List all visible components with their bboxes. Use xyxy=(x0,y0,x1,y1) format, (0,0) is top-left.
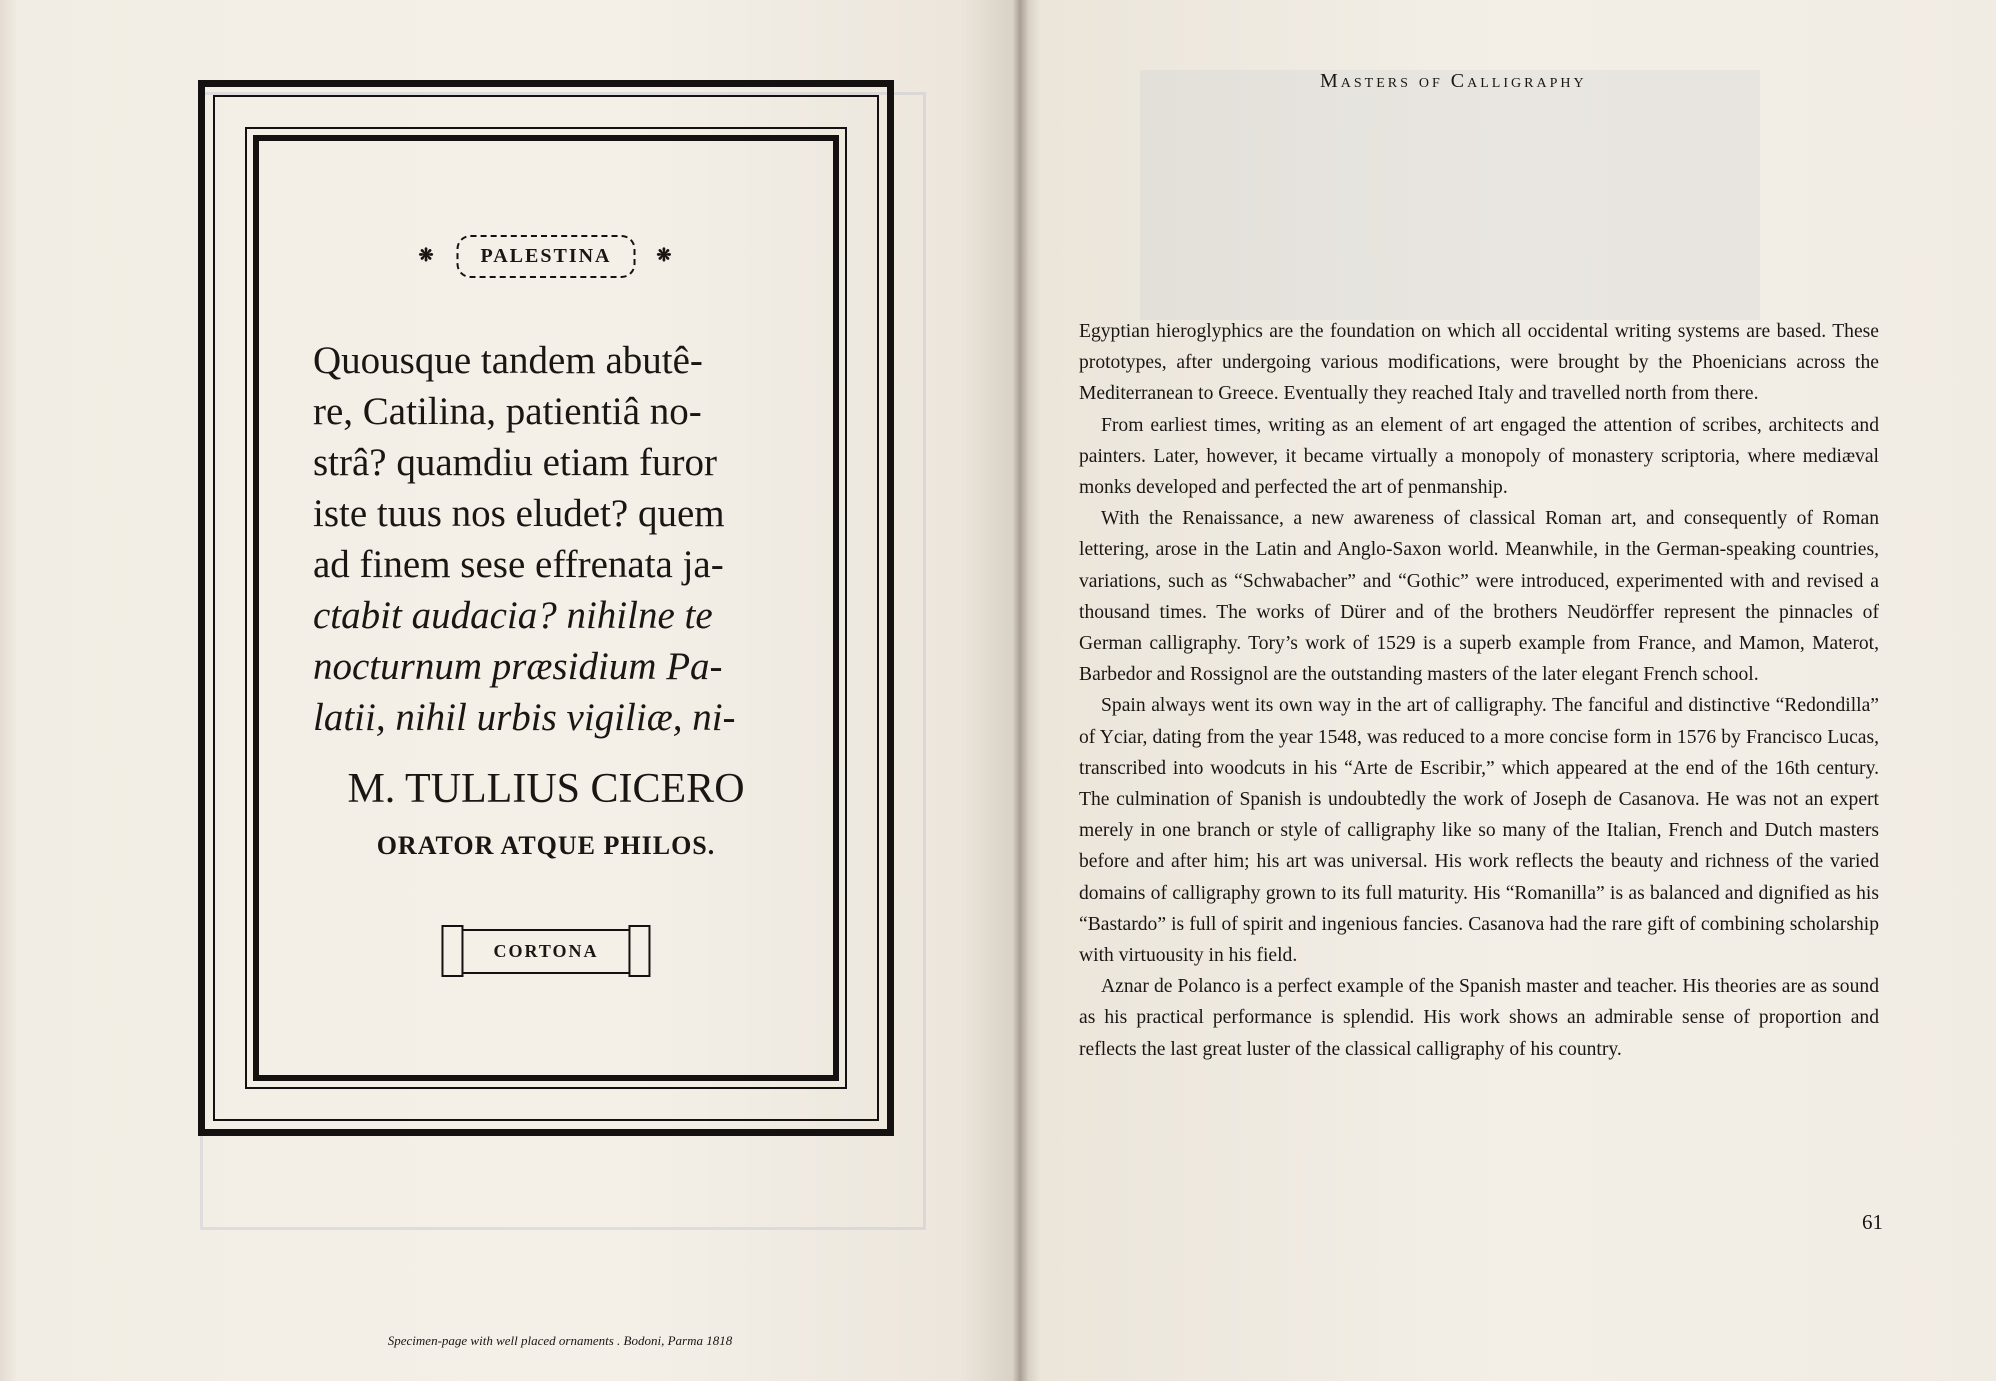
cartouche-cortona-label: CORTONA xyxy=(493,941,599,961)
specimen-line-italic: ctabit audacia? nihilne te xyxy=(313,594,713,637)
paragraph: From earliest times, writing as an element of art engaged the attention of scribes, architects and painters. Later, however, it became virtually a monopoly of monastery scriptoria, where mediæval monks developed and perfected the art of penmanship. xyxy=(1079,414,1879,499)
cartouche-tab-left xyxy=(441,925,463,977)
specimen-frame xyxy=(198,80,894,1136)
author-subtitle: ORATOR ATQUE PHILOS. xyxy=(376,831,716,860)
specimen-line: ad finem sese effrenata ja- xyxy=(313,543,724,586)
paragraph: With the Renaissance, a new awareness of classical Roman art, and consequently of Roman lettering, arose in the Latin and Anglo-Saxon world. Meanwhile, in the German-speaking countries, variations, such as “Schwabacher” and “Gothic” were introduced, experimented with and revised a thousand times. The works of Dürer and of the brothers Neudörffer represent the pinnacles of German calligraphy. Tory’s work of 1529 is a superb example from France, and Mamon, Materot, Barbedor and Rossignol are the outstanding masters of the later elegant French school. xyxy=(1079,508,1879,686)
specimen-line: Quousque tandem abutê- xyxy=(313,339,703,382)
cartouche-tab-right xyxy=(629,925,651,977)
specimen-line-italic: nocturnum præsidium Pa- xyxy=(313,645,723,688)
paragraph: Egyptian hieroglyphics are the foundation on which all occidental writing systems are based. These prototypes, after undergoing various modifications, were brought by the Phoenicians across the Mediterranean to Greece. Eventually they reached Italy and travelled north from there. xyxy=(1079,321,1879,405)
figure-caption: Specimen-page with well placed ornaments . Bodoni, Parma 1818 xyxy=(387,1333,733,1348)
specimen-line: strâ? quamdiu etiam furor xyxy=(313,441,717,484)
specimen-line-italic: latii, nihil urbis vigiliæ, ni- xyxy=(313,696,736,739)
running-head: Masters of Calligraphy xyxy=(1320,70,1587,92)
cartouche-palestina-label: PALESTINA xyxy=(480,245,612,267)
specimen-text xyxy=(313,335,803,743)
body-text xyxy=(1079,316,1879,1065)
paragraph: Aznar de Polanco is a perfect example of the Spanish master and teacher. His theories are as sound as his practical performance is splendid. His work shows an admirable sense of proportion and reflects the last great luster of the classical calligraphy of his country. xyxy=(1079,976,1879,1060)
flower-ornament-icon: ❋ xyxy=(418,245,436,265)
specimen-line: iste tuus nos eludet? quem xyxy=(313,492,725,535)
specimen-line: re, Catilina, patientiâ no- xyxy=(313,390,702,433)
page-number: 61 xyxy=(1862,1210,1883,1234)
flower-ornament-icon: ❋ xyxy=(656,245,674,265)
book-gutter xyxy=(1012,0,1028,1381)
author-name: M. TULLIUS CICERO xyxy=(347,766,745,812)
show-through-block xyxy=(1140,70,1760,320)
paragraph: Spain always went its own way in the art of calligraphy. The fanciful and distinctive “Redondilla” of Yciar, dating from the year 1548, was reduced to a more concise form in 1576 by Francisco Lucas, transcribed into woodcuts in his “Arte de Escribir,” which appeared at the end of the 16th century. The culmination of Spanish is undoubtedly the work of Joseph de Casanova. He was not an expert merely in one branch or style of calligraphy like so many of the Italian, French and Dutch masters before and after him; his art was universal. His work reflects the beauty and richness of the varied domains of calligraphy grown to its full maturity. His “Romanilla” is as balanced and dignified as his “Bastardo” is full of spirit and ingenious fancies. Casanova had the rare gift of combining scholarship with virtuousity in his field. xyxy=(1079,695,1879,967)
cartouche-cortona xyxy=(453,929,638,974)
cartouche-palestina xyxy=(418,235,674,278)
